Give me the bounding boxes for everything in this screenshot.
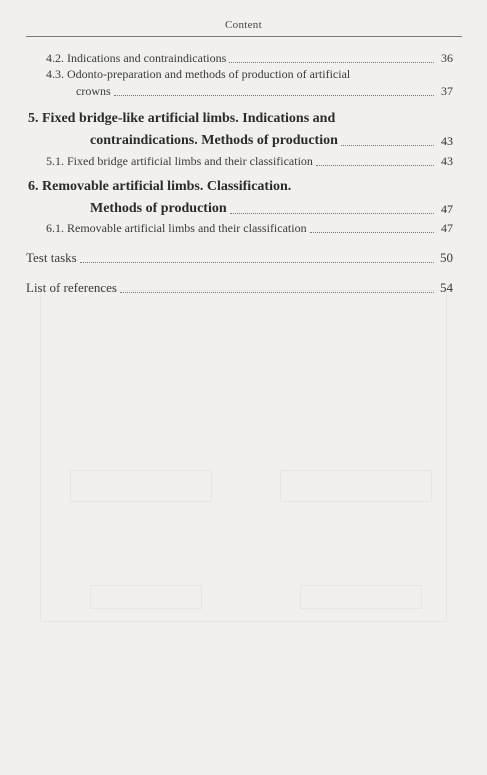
toc-leader-dots [316,165,434,166]
toc-entry-page: 43 [441,134,453,148]
toc-section-6-line1[interactable]: 6. Removable artificial limbs. Classification. [28,179,292,194]
toc-entry-test-tasks[interactable] [26,248,453,266]
toc-entry-6-1[interactable] [28,218,453,236]
toc-section-title: Methods of production [90,201,227,216]
toc-entry-title: Test tasks [26,250,77,265]
toc-leader-dots [229,62,434,63]
table-of-contents [28,48,453,296]
toc-entry-page: 36 [441,51,453,65]
toc-section-6[interactable] [28,198,453,217]
toc-entry-page: 37 [441,84,453,98]
toc-leader-dots [120,292,434,293]
toc-entry-page: 54 [440,280,453,295]
toc-entry-5-1[interactable] [28,150,453,169]
toc-entry-4-2[interactable] [28,48,453,66]
toc-leader-dots [80,262,434,263]
toc-entry-4-3[interactable] [28,83,453,99]
toc-entry-page: 47 [441,202,453,216]
toc-leader-dots [230,213,434,214]
toc-entry-4-3-line1[interactable]: 4.3. Odonto-preparation and methods of production of artificial [46,67,351,81]
toc-section-title: contraindications. Methods of production [90,133,338,148]
toc-entry-references[interactable] [26,278,453,296]
toc-entry-page: 47 [441,221,453,235]
running-head: Content [225,19,262,31]
header-rule [26,36,462,37]
toc-leader-dots [114,95,434,96]
toc-section-5-line1[interactable]: 5. Fixed bridge-like artificial limbs. Indications and [28,111,336,126]
toc-section-5[interactable] [28,130,453,149]
toc-leader-dots [341,145,434,146]
toc-leader-dots [310,232,434,233]
toc-entry-title: List of references [26,280,117,295]
toc-entry-title: 6.1. Removable artificial limbs and their classification [46,221,307,235]
toc-entry-page: 50 [440,250,453,265]
toc-entry-title: crowns [76,84,111,98]
toc-entry-page: 43 [441,154,453,168]
toc-entry-title: 5.1. Fixed bridge artificial limbs and their classification [46,154,313,168]
toc-entry-title: 4.2. Indications and contraindications [46,51,227,65]
